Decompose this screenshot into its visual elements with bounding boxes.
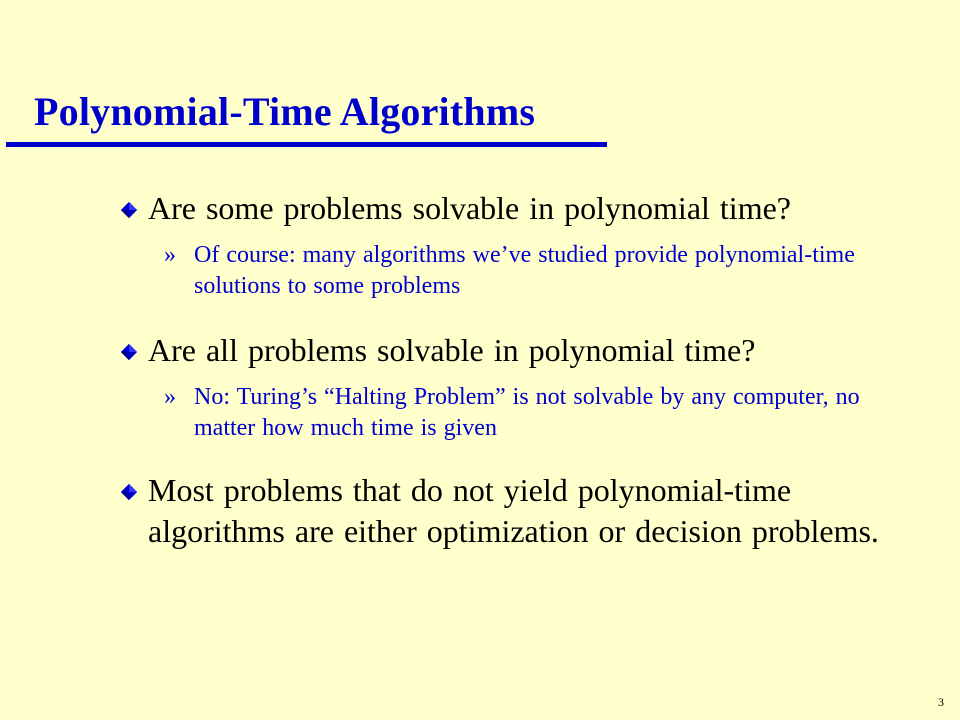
sub-bullet-marker: » <box>164 384 176 410</box>
title-underline <box>6 142 607 147</box>
diamond-bullet-icon <box>120 201 138 219</box>
slide-title: Polynomial-Time Algorithms <box>34 89 536 134</box>
slide-number: 3 <box>938 695 944 709</box>
bullet-text-3: Most problems that do not yield polynomial-time algorithms are either optimization or decision problems. <box>148 472 879 549</box>
diamond-bullet-icon <box>120 343 138 361</box>
sub-bullet-text-2: No: Turing’s “Halting Problem” is not solvable by any computer, no matter how much time is given <box>194 384 860 441</box>
diamond-bullet-icon <box>120 483 138 501</box>
sub-bullet-marker: » <box>164 242 176 268</box>
sub-bullet-text-1: Of course: many algorithms we’ve studied provide polynomial-time solutions to some problems <box>194 242 855 299</box>
bullet-text-1: Are some problems solvable in polynomial time? <box>148 190 791 226</box>
bullet-text-2: Are all problems solvable in polynomial time? <box>148 332 756 368</box>
